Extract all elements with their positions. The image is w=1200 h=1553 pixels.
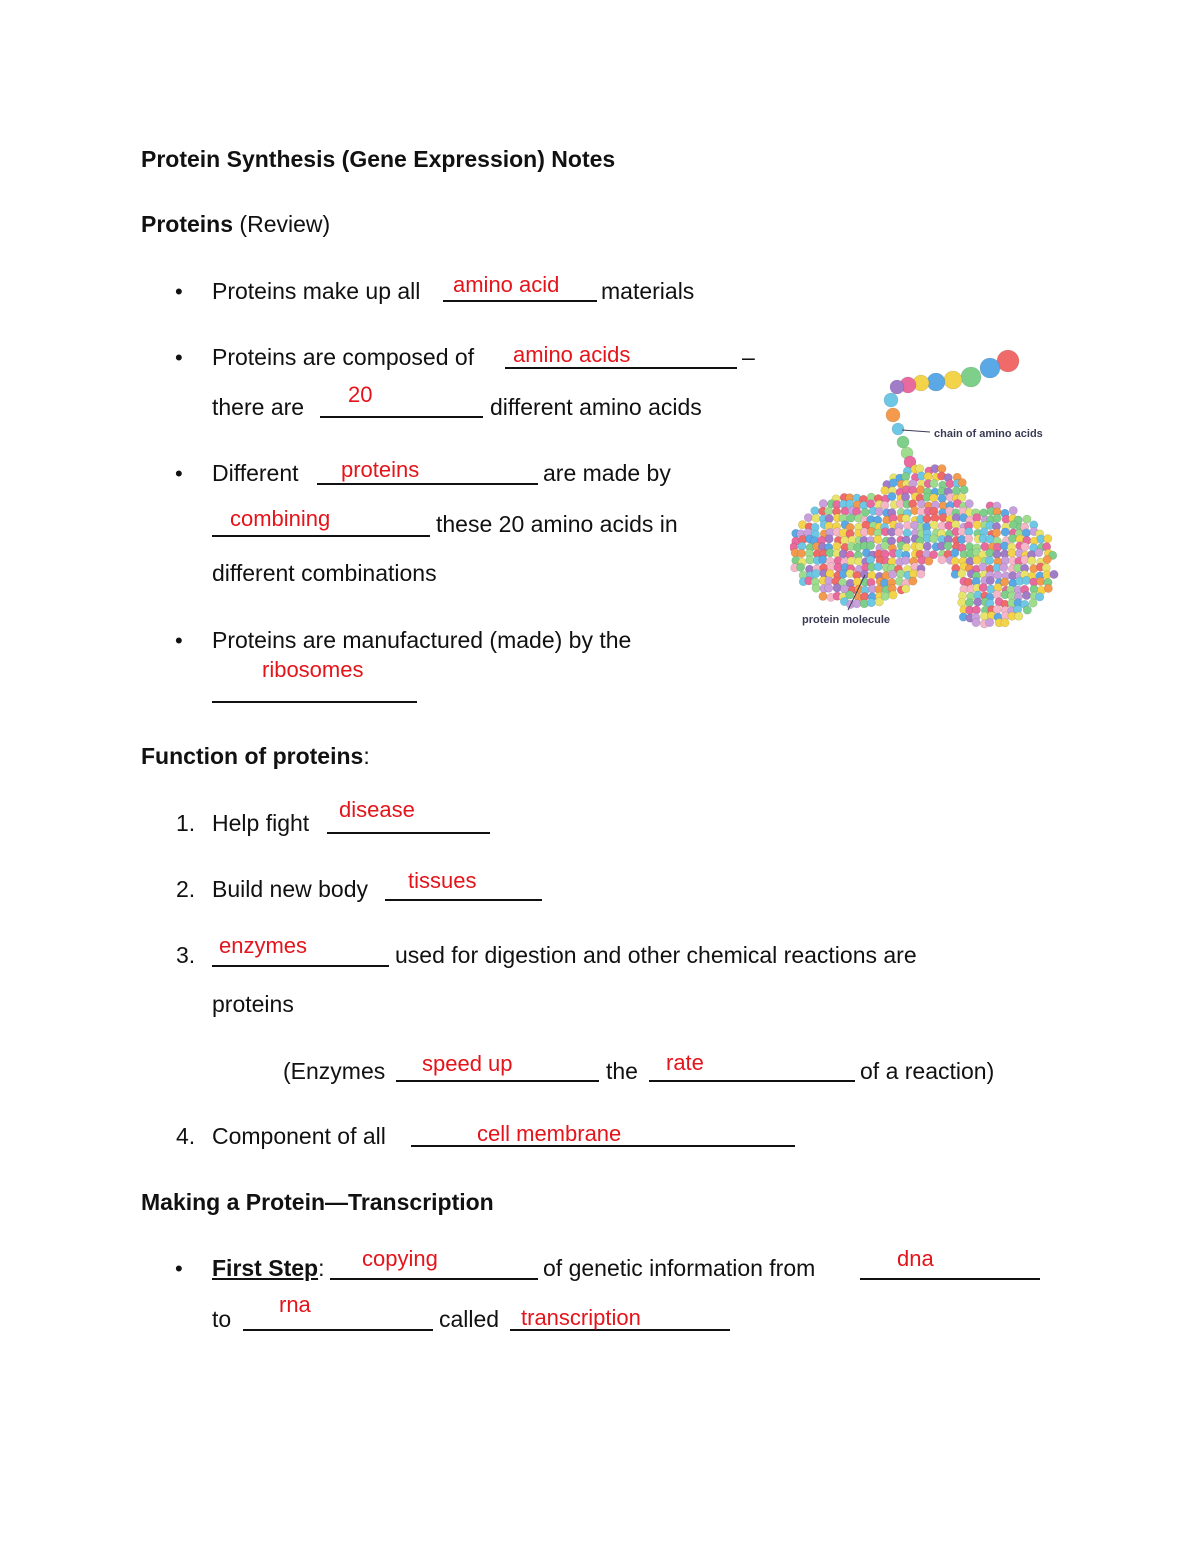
amino-acid-bead (961, 367, 981, 387)
amino-acid-bead (1023, 606, 1031, 614)
bullet-4-text: Proteins are manufactured (made) by the (212, 627, 632, 653)
function-2-text: Build new body (212, 876, 368, 902)
amino-acid-bead (888, 492, 896, 500)
blank-line (505, 367, 737, 369)
bullet-1-pre: Proteins make up all (212, 278, 421, 304)
amino-acid-bead (972, 618, 980, 626)
blank-line (212, 535, 430, 537)
enzymes-paren-mid: the (606, 1058, 638, 1084)
answer-cell-membrane: cell membrane (477, 1121, 622, 1146)
amino-acid-bead (1043, 555, 1051, 563)
amino-acid-bead (890, 380, 904, 394)
blank-line (396, 1080, 599, 1082)
function-colon: : (363, 743, 370, 769)
blank-line (212, 965, 389, 967)
amino-acid-bead (986, 576, 994, 584)
function-1-text: Help fight (212, 810, 310, 836)
amino-acid-bead (861, 508, 869, 516)
blank-line (320, 416, 483, 418)
amino-acid-bead (1029, 599, 1037, 607)
bullet-2-line2-pre: there are (212, 394, 305, 420)
amino-acid-bead (957, 570, 965, 578)
amino-acid-bead (1044, 584, 1052, 592)
amino-acid-bead (812, 584, 820, 592)
amino-acid-bead (902, 543, 910, 551)
item-number: 4. (176, 1123, 196, 1149)
amino-acid-bead (1050, 570, 1058, 578)
amino-acid-bead (889, 479, 897, 487)
amino-acid-bead (927, 373, 945, 391)
label-chain-of-amino-acids: chain of amino acids (934, 428, 1043, 440)
answer-enzymes: enzymes (219, 933, 308, 958)
amino-acid-bead (901, 472, 909, 480)
amino-acid-bead (812, 569, 820, 577)
amino-acid-bead (1036, 593, 1044, 601)
function-heading: Function of proteins (141, 743, 364, 769)
amino-acid-bead (997, 350, 1019, 372)
label-protein-molecule: protein molecule (802, 614, 891, 626)
amino-acid-bead (1022, 591, 1030, 599)
section-heading-function (141, 745, 370, 768)
amino-acid-bead (894, 528, 902, 536)
bullet-dot: • (175, 628, 183, 653)
item-number: 2. (176, 876, 196, 902)
amino-acid-bead (819, 499, 827, 507)
transcription-to: to (212, 1306, 232, 1332)
bullet-3-post: are made by (543, 460, 671, 486)
amino-acid-bead (884, 393, 898, 407)
enzymes-paren-post: of a reaction) (860, 1058, 995, 1084)
amino-acid-bead (909, 577, 917, 585)
amino-acid-bead (867, 598, 875, 606)
amino-acid-bead (979, 563, 987, 571)
function-3-line2: proteins (212, 991, 294, 1017)
amino-acid-bead (824, 584, 832, 592)
blank-line (212, 701, 417, 703)
answer-transcription: transcription (521, 1305, 641, 1330)
amino-acid-bead (958, 598, 966, 606)
amino-acid-bead (1022, 576, 1030, 584)
amino-acid-bead (923, 515, 931, 523)
amino-acid-bead (944, 542, 952, 550)
bullet-3-line3: different combinations (212, 560, 437, 586)
amino-acid-bead (897, 436, 909, 448)
amino-acid-bead (874, 563, 882, 571)
amino-acid-bead (886, 408, 900, 422)
amino-acid-bead (847, 514, 855, 522)
amino-acid-bead (804, 513, 812, 521)
amino-acid-bead (833, 584, 841, 592)
amino-acid-bead (901, 556, 909, 564)
amino-acid-bead (929, 534, 937, 542)
amino-acid-bead (874, 535, 882, 543)
amino-acid-bead (930, 521, 938, 529)
blank-line (327, 832, 490, 834)
amino-acid-bead (965, 534, 973, 542)
item-number: 3. (176, 942, 196, 968)
amino-acid-bead (923, 542, 931, 550)
bullet-dot: • (175, 279, 183, 304)
amino-acid-bead (992, 529, 1000, 537)
blank-line (649, 1080, 855, 1082)
section-heading-proteins (141, 213, 330, 236)
first-step-line (212, 1257, 324, 1280)
answer-20: 20 (348, 382, 373, 407)
amino-acid-bead (796, 563, 804, 571)
amino-acid-bead (979, 583, 987, 591)
bullet-2-line2-post: different amino acids (490, 394, 702, 420)
blank-line (860, 1278, 1040, 1280)
amino-acid-bead (812, 514, 820, 522)
section-heading-transcription: Making a Protein—Transcription (141, 1189, 494, 1215)
answer-speed-up: speed up (422, 1051, 513, 1076)
amino-acid-bead (811, 507, 819, 515)
amino-acid-bead (896, 570, 904, 578)
first-step-colon: : (318, 1255, 325, 1281)
transcription-mid: of genetic information from (543, 1255, 816, 1281)
enzymes-paren-pre: (Enzymes (283, 1058, 386, 1084)
answer-copying: copying (362, 1246, 438, 1271)
amino-acid-bead (819, 592, 827, 600)
function-3-post: used for digestion and other chemical reactions are (395, 942, 917, 968)
amino-acid-bead (993, 571, 1001, 579)
item-number: 1. (176, 810, 196, 836)
amino-acid-bead (1036, 577, 1044, 585)
bullet-3-pre: Different (212, 460, 299, 486)
first-step-label: First Step (212, 1255, 319, 1281)
amino-acid-bead (797, 549, 805, 557)
amino-acid-bead (965, 499, 973, 507)
amino-acid-bead (1035, 548, 1043, 556)
amino-acid-bead (825, 535, 833, 543)
bullet-dot: • (175, 1256, 183, 1281)
amino-acid-bead (888, 570, 896, 578)
amino-acid-bead (847, 557, 855, 565)
blank-line (243, 1329, 433, 1331)
amino-acid-bead (902, 585, 910, 593)
bullet-2-dash: – (742, 344, 755, 370)
amino-acid-bead (951, 549, 959, 557)
amino-acid-bead (960, 486, 968, 494)
blank-line (317, 483, 538, 485)
amino-acid-bead (875, 598, 883, 606)
blank-line (385, 899, 542, 901)
amino-acid-bead (1044, 534, 1052, 542)
amino-acid-bead (853, 599, 861, 607)
amino-acid-bead (824, 507, 832, 515)
amino-acid-bead (866, 541, 874, 549)
amino-acid-bead (1008, 549, 1016, 557)
amino-acid-bead (1023, 515, 1031, 523)
answer-rate: rate (666, 1050, 704, 1075)
amino-acid-bead (1022, 529, 1030, 537)
amino-acid-chain-beads (884, 350, 1019, 468)
amino-acid-bead (938, 556, 946, 564)
answer-tissues: tissues (408, 868, 477, 893)
transcription-called: called (439, 1306, 500, 1332)
amino-acid-bead (985, 556, 993, 564)
amino-acid-bead (993, 550, 1001, 558)
blank-line (330, 1278, 538, 1280)
amino-acid-bead (980, 358, 1000, 378)
amino-acid-bead (892, 423, 904, 435)
answer-ribosomes: ribosomes (262, 657, 364, 682)
answer-amino-acids: amino acids (513, 342, 631, 367)
amino-acid-bead (944, 371, 962, 389)
amino-acid-bead (985, 618, 993, 626)
amino-acid-bead (993, 514, 1001, 522)
amino-acid-bead (881, 541, 889, 549)
bullet-dot: • (175, 345, 183, 370)
function-4-text: Component of all (212, 1123, 386, 1149)
amino-acid-bead (965, 598, 973, 606)
answer-proteins: proteins (341, 457, 420, 482)
answer-dna: dna (897, 1246, 934, 1271)
page-title: Protein Synthesis (Gene Expression) Notes (141, 146, 616, 172)
amino-acid-bead (875, 508, 883, 516)
amino-acid-bead (1027, 556, 1035, 564)
protein-molecule-beads (790, 464, 1058, 628)
amino-acid-bead (930, 479, 938, 487)
amino-acid-bead (952, 487, 960, 495)
amino-acid-bead (925, 557, 933, 565)
bullet-1-post: materials (601, 278, 695, 304)
amino-acid-bead (917, 570, 925, 578)
answer-rna: rna (279, 1292, 311, 1317)
amino-acid-bead (1015, 612, 1023, 620)
amino-acid-bead (973, 521, 981, 529)
amino-acid-bead (916, 464, 924, 472)
amino-acid-bead (915, 542, 923, 550)
proteins-heading: Proteins (141, 211, 234, 237)
answer-combining: combining (230, 506, 331, 531)
amino-acid-bead (973, 556, 981, 564)
protein-molecule-illustration (790, 345, 1065, 645)
amino-acid-bead (1001, 528, 1009, 536)
bullet-2-pre: Proteins are composed of (212, 344, 475, 370)
review-suffix: (Review) (239, 211, 331, 237)
amino-acid-bead (1000, 563, 1008, 571)
bullet-dot: • (175, 461, 183, 486)
amino-acid-bead (819, 556, 827, 564)
answer-disease: disease (339, 797, 415, 822)
amino-acid-bead (806, 556, 814, 564)
amino-acid-bead (1001, 619, 1009, 627)
chain-label-leader (902, 430, 930, 432)
answer-amino-acid: amino acid (453, 272, 560, 297)
amino-acid-bead (1009, 506, 1017, 514)
blank-line (443, 300, 597, 302)
amino-acid-bead (889, 591, 897, 599)
bullet-3-line2-post: these 20 amino acids in (436, 511, 678, 537)
